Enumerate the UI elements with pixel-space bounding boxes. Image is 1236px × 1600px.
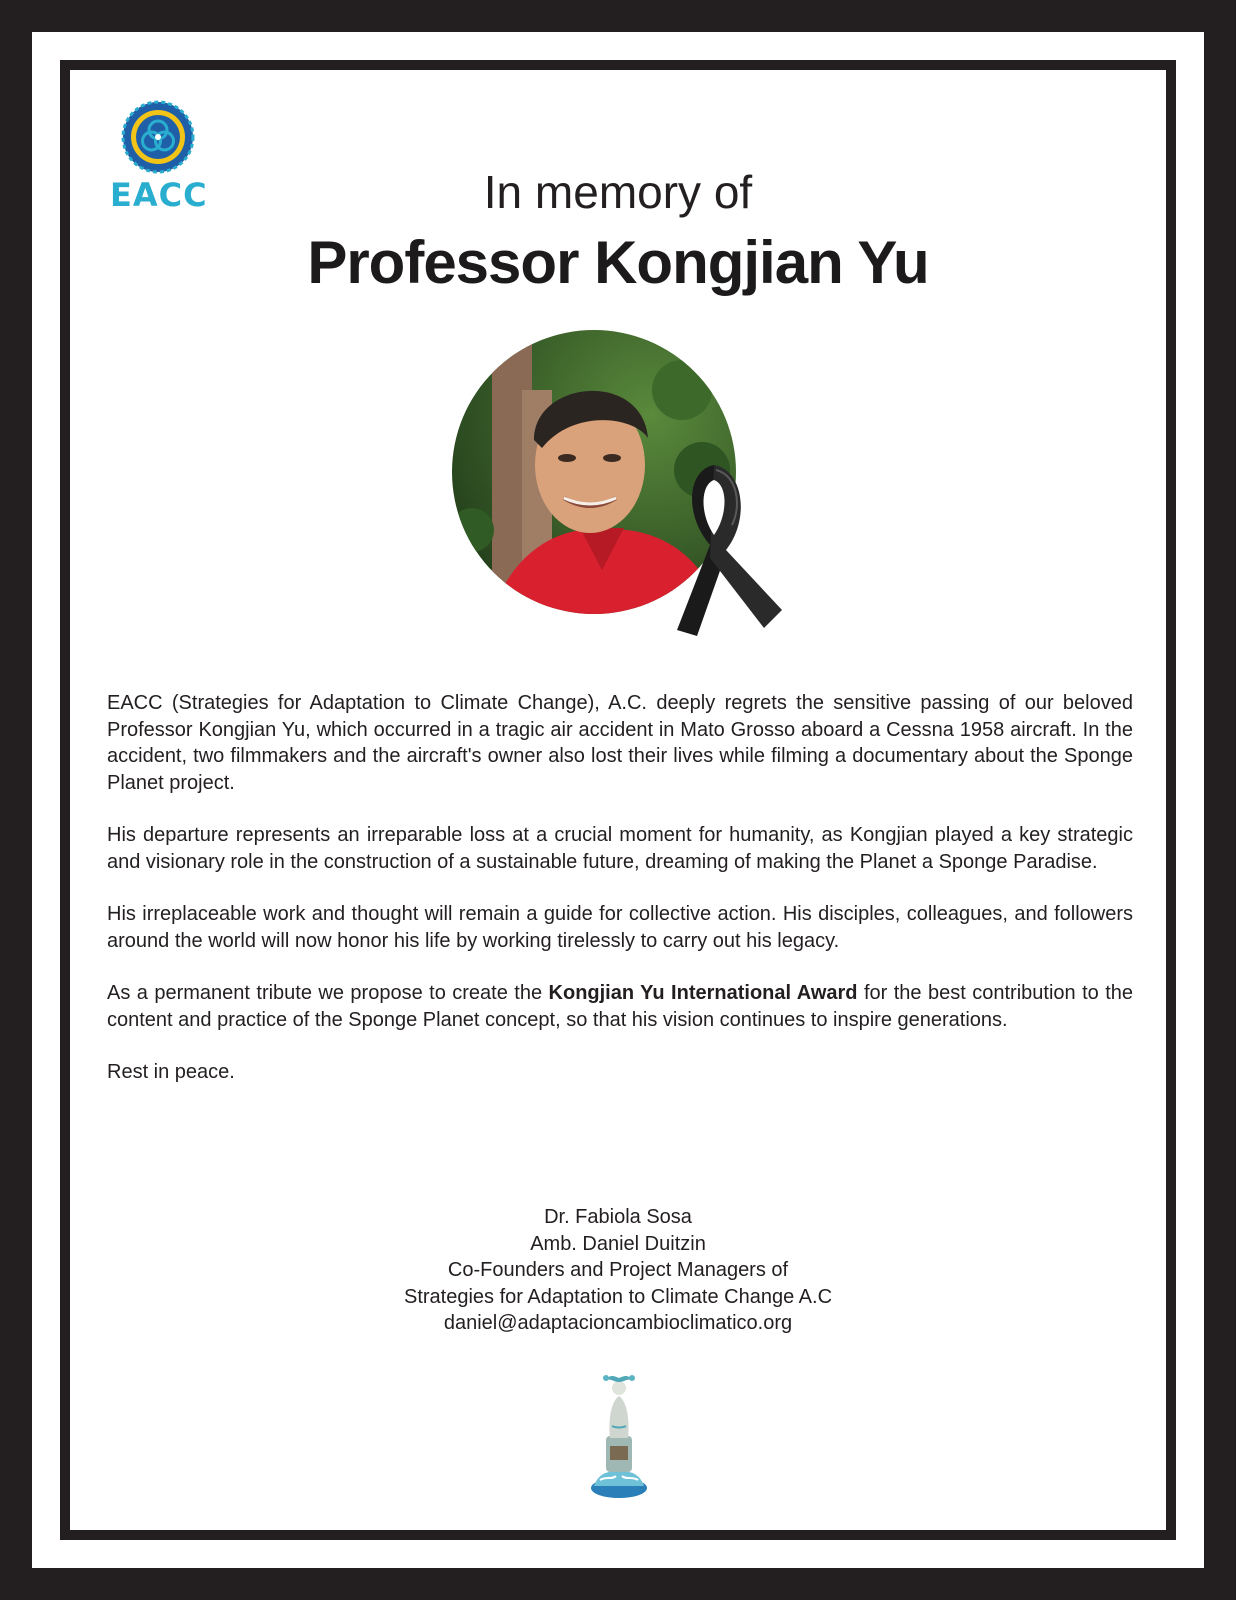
- award-name: Kongjian Yu International Award: [548, 982, 858, 1004]
- paragraph-3: His irreplaceable work and thought will remain a guide for collective action. His disciples, colleagues, and followers around the world will now honor his life by working tirelessly to carry out his legacy.: [107, 903, 1133, 952]
- portrait-photo: [452, 330, 792, 647]
- eacc-emblem-icon: [121, 100, 195, 174]
- signatory-roles: Co-Founders and Project Managers of: [447, 1259, 789, 1281]
- signatory-1: Dr. Fabiola Sosa: [544, 1206, 692, 1228]
- logo-text: EACC: [110, 176, 208, 214]
- memorial-title: Professor Kongjian Yu: [307, 229, 929, 296]
- signature-block: [0, 1204, 1236, 1337]
- paragraph-1: EACC (Strategies for Adaptation to Climate Change), A.C. deeply regrets the sensitive passing of our beloved Professor Kongjian Yu, which occurred in a tragic air accident in Mato Grosso aboard a Cessna 1958 aircraft. In the accident, two filmmakers and the aircraft's owner also lost their lives while filming a documentary about the Sponge Planet project.: [107, 692, 1133, 794]
- memorial-subtitle: In memory of: [483, 166, 753, 218]
- organization-name: Strategies for Adaptation to Climate Change A.C: [403, 1285, 833, 1308]
- paragraph-4-intro: As a permanent tribute we propose to create the: [107, 982, 549, 1004]
- memorial-body: [107, 690, 1133, 1112]
- signatory-2: Amb. Daniel Duitzin: [530, 1232, 706, 1255]
- award-statuette-icon: [586, 1366, 652, 1505]
- contact-email: daniel@adaptacioncambioclimatico.org: [443, 1312, 793, 1334]
- paragraph-4: [107, 980, 1133, 1033]
- portrait-image: [452, 330, 736, 614]
- rest-in-peace: Rest in peace.: [107, 1061, 235, 1083]
- paragraph-4-rest: for the best contribution to the content and practice of the Sponge Planet concept, so that his vision continues to inspire generations.: [107, 982, 1133, 1031]
- paragraph-2: His departure represents an irreparable loss at a crucial moment for humanity, as Kongjian played a key strategic and visionary role in the construction of a sustainable future, dreaming of making the Planet a Sponge Paradise.: [107, 824, 1133, 873]
